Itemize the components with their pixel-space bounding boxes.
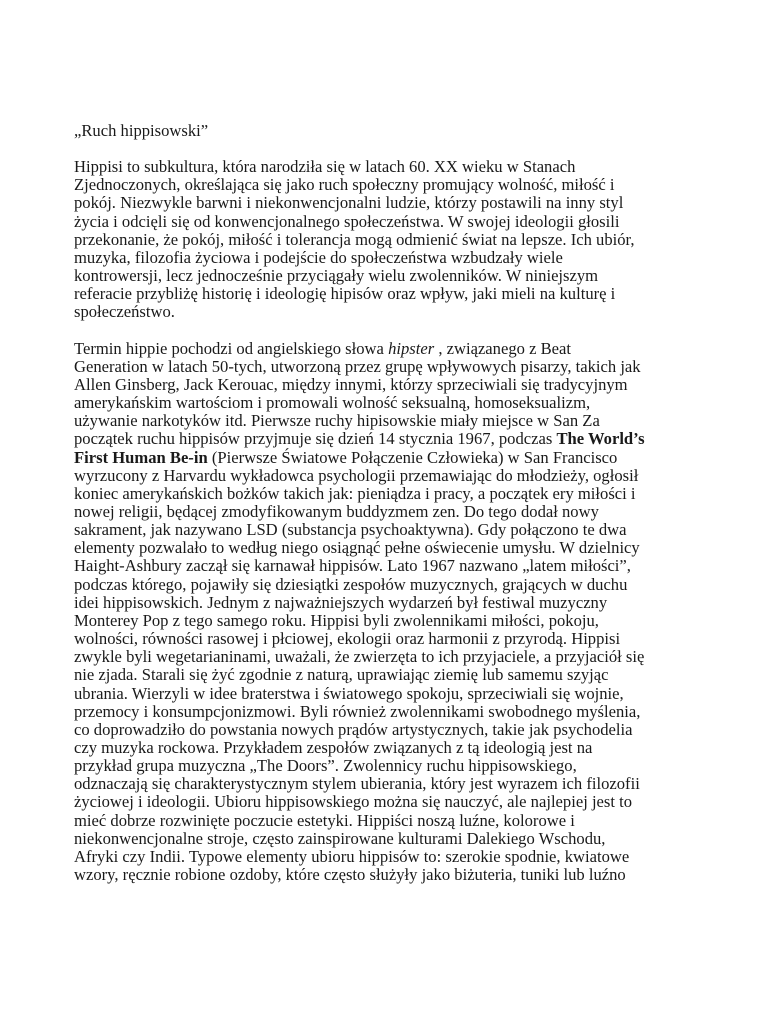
text-line bbox=[74, 449, 702, 467]
text-line: nowej religii, będącej zmodyfikowanym buddyzmem zen. Do tego dodał nowy bbox=[74, 501, 599, 521]
text-line: wolności, równości rasowej i płciowej, ekologii oraz harmonii z przyrodą. Hippisi bbox=[74, 629, 621, 649]
text-line: idei hippisowskich. Jednym z najważniejszych wydarzeń był festiwal muzyczny bbox=[74, 592, 608, 612]
text-line: elementy pozwalało to według niego osiągnąć pełne oświecenie umysłu. W dzielnicy bbox=[74, 538, 640, 558]
text-line: zwykle byli wegetarianinami, uważali, że zwierzęta to ich przyjaciele, a przyjaciół się bbox=[74, 647, 645, 667]
text-line: amerykańskim wartościom i promowali wolność seksualną, homoseksualizm, bbox=[74, 393, 591, 413]
italic-term: hipster bbox=[388, 338, 435, 358]
text-line: przemocy i konsumpcjonizmowi. Byli również zwolennikami swobodnego myślenia, bbox=[74, 701, 641, 721]
text-line: społeczeństwo. bbox=[74, 302, 175, 322]
text-line: Allen Ginsberg, Jack Kerouac, między innymi, którzy sprzeciwiali się tradycyjnym bbox=[74, 374, 628, 394]
text-line: Haight-Ashbury zaczął się karnawał hippisów. Lato 1967 nazwano „latem miłości”, bbox=[74, 556, 631, 576]
text-line: Afryki czy Indii. Typowe elementy ubioru hippisów to: szerokie spodnie, kwiatowe bbox=[74, 846, 630, 866]
text-line: podczas którego, pojawiły się dziesiątki zespołów muzycznych, grających w duchu bbox=[74, 574, 628, 594]
text-line: Zjednoczonych, określająca się jako ruch społeczny promujący wolność, miłość i bbox=[74, 175, 615, 195]
text-line: wyrzucony z Harvardu wykładowca psychologii przemawiając do młodzieży, ogłosił bbox=[74, 465, 639, 485]
text-line: sakrament, jak nazywano LSD (substancja psychoaktywna). Gdy połączono te dwa bbox=[74, 520, 627, 540]
paragraph-history bbox=[74, 340, 702, 885]
text-line: kontrowersji, lecz jednocześnie przyciągały wielu zwolenników. W niniejszym bbox=[74, 266, 599, 286]
paragraph-intro bbox=[74, 158, 702, 321]
text-line: przekonanie, że pokój, miłość i tolerancja mogą odmienić świat na lepsze. Ich ubiór, bbox=[74, 229, 635, 249]
text-line: co doprowadziło do powstania nowych prądów artystycznych, takie jak psychodelia bbox=[74, 719, 633, 739]
text-line: czy muzyka rockowa. Przykładem zespołów związanych z tą ideologią jest na bbox=[74, 738, 593, 757]
text-line: życia i odcięli się od konwencjonalnego społeczeństwa. W swojej ideologii głosili bbox=[74, 211, 620, 231]
text-line: koniec amerykańskich bożków takich jak: pieniądza i pracy, a początek ery miłości i bbox=[74, 483, 636, 503]
text-run: początek ruchu hippisów przyjmuje się dzień 14 stycznia 1967, podczas bbox=[74, 429, 557, 449]
text-line: używanie narkotyków itd. Pierwsze ruchy hipisowskie miały miejsce w San Za bbox=[74, 411, 600, 431]
text-line: referacie przybliżę historię i ideologię hipisów oraz wpływ, jaki mieli na kulturę i bbox=[74, 284, 616, 304]
text-line: wzory, ręcznie robione ozdoby, które często służyły jako biżuteria, tuniki lub luźno bbox=[74, 865, 626, 885]
text-line: muzyka, filozofia życiowa i podejście do społeczeństwa wzbudzały wiele bbox=[74, 247, 563, 267]
text-line: Monterey Pop z tego samego roku. Hippisi byli zwolennikami miłości, pokoju, bbox=[74, 610, 599, 630]
text-run: Termin hippie pochodzi od angielskiego słowa bbox=[74, 338, 389, 358]
document-page bbox=[74, 122, 702, 902]
text-line bbox=[74, 340, 702, 358]
text-line: mieć dobrze rozwinięte poczucie estetyki. Hippiści noszą luźne, kolorowe i bbox=[74, 810, 575, 830]
text-line: Hippisi to subkultura, która narodziła się w latach 60. XX wieku w Stanach bbox=[74, 157, 576, 177]
text-line: przykład grupa muzyczna „The Doors”. Zwolennicy ruchu hippisowskiego, bbox=[74, 756, 577, 776]
bold-event-name: First Human Be-in bbox=[74, 447, 208, 467]
text-line: odznaczają się charakterystycznym stylem ubierania, który jest wyrazem ich filozofii bbox=[74, 774, 640, 794]
text-run: , związanego z Beat bbox=[434, 338, 571, 358]
document-title: „Ruch hippisowski” bbox=[74, 121, 209, 140]
text-line bbox=[74, 430, 702, 448]
text-line: niekonwencjonalne stroje, często zainspirowane kulturami Dalekiego Wschodu, bbox=[74, 828, 606, 848]
text-line: życiowej i ideologii. Ubioru hippisowskiego można się nauczyć, ale najlepiej jest to bbox=[74, 792, 633, 812]
text-run: (Pierwsze Światowe Połączenie Człowieka) w San Francisco bbox=[207, 447, 618, 467]
text-line: pokój. Niezwykle barwni i niekonwencjonalni ludzie, którzy postawili na inny styl bbox=[74, 193, 624, 213]
text-line: Generation w latach 50-tych, utworzoną przez grupę wpływowych pisarzy, takich jak bbox=[74, 356, 641, 376]
bold-event-name: The World’s bbox=[556, 429, 645, 449]
text-line: ubrania. Wierzyli w idee braterstwa i światowego spokoju, sprzeciwiali się wojnie, bbox=[74, 683, 624, 703]
text-line: nie zjada. Starali się żyć zgodnie z naturą, uprawiając ziemię lub samemu szyjąc bbox=[74, 665, 609, 685]
